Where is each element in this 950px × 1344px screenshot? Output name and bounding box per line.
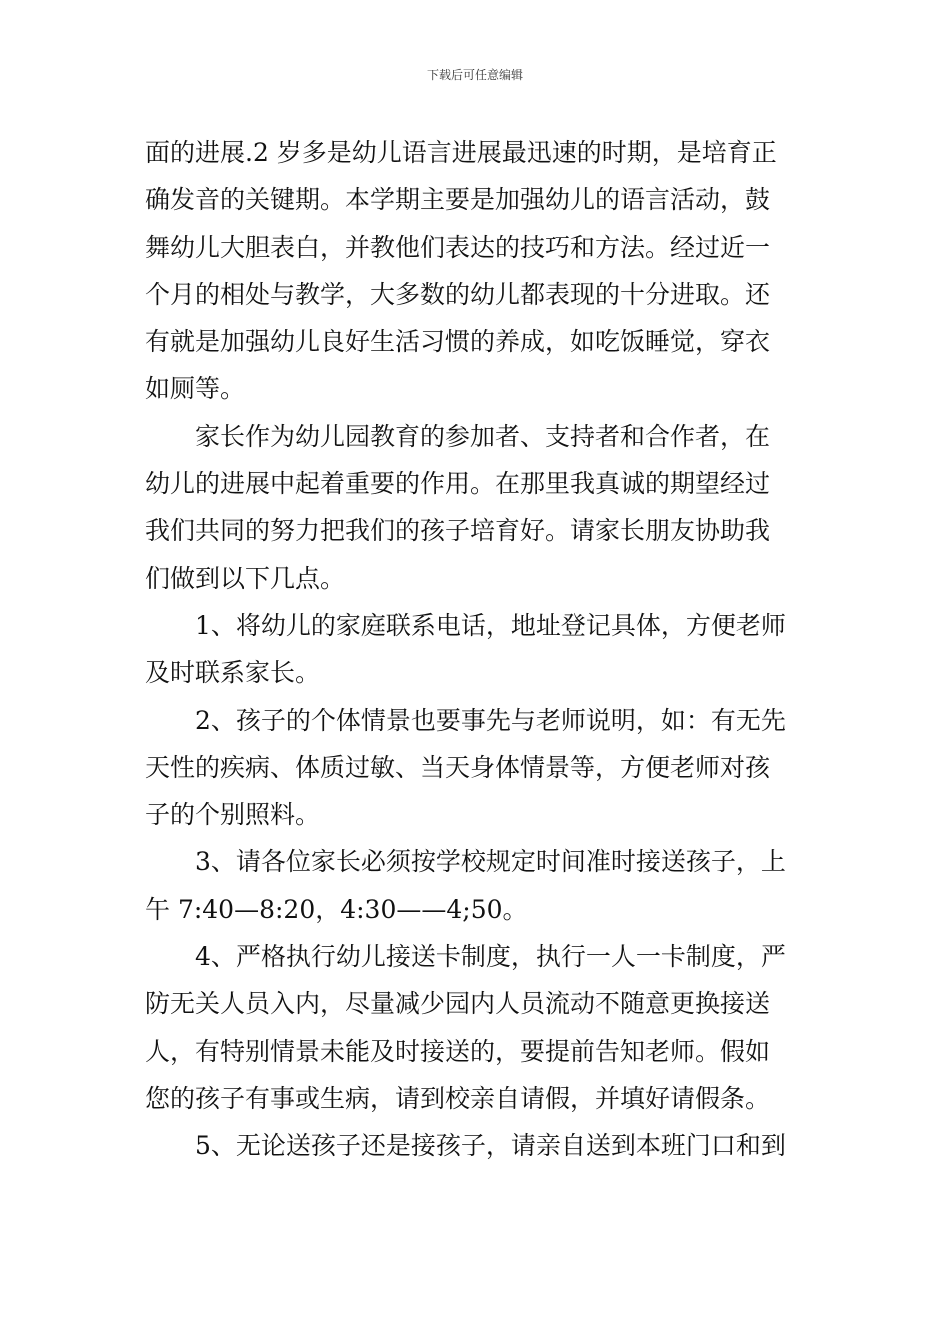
text-line: 防无关人员入内，尽量减少园内人员流动不随意更换接送	[145, 989, 771, 1019]
text-line: 舞幼儿大胆表白，并教他们表达的技巧和方法。经过近一	[145, 232, 771, 262]
text-line: 人，有特别情景未能及时接送的，要提前告知老师。假如	[145, 1036, 771, 1066]
text-line: 们做到以下几点。	[145, 563, 346, 593]
text-line: 天性的疾病、体质过敏、当天身体情景等，方便老师对孩	[145, 752, 771, 782]
page-header: 下载后可任意编辑	[426, 68, 523, 82]
text-line: 幼儿的进展中起着重要的作用。在那里我真诚的期望经过	[145, 469, 771, 499]
text-line: 5、无论送孩子还是接孩子，请亲自送到本班门口和到	[145, 1131, 786, 1161]
text-line: 及时联系家长。	[145, 658, 321, 688]
text-line: 如厕等。	[145, 374, 246, 404]
text-line: 有就是加强幼儿良好生活习惯的养成，如吃饭睡觉，穿衣	[145, 327, 771, 357]
text-line: 3、请各位家长必须按学校规定时间准时接送孩子，上	[145, 847, 786, 877]
text-line: 我们共同的努力把我们的孩子培育好。请家长朋友协助我	[145, 516, 771, 546]
text-line: 确发音的关键期。本学期主要是加强幼儿的语言活动，鼓	[145, 185, 771, 215]
document-body	[145, 129, 810, 1170]
text-line: 4、严格执行幼儿接送卡制度，执行一人一卡制度，严	[145, 942, 786, 972]
text-line: 2、孩子的个体情景也要事先与老师说明，如：有无先	[145, 705, 786, 735]
text-line: 面的进展.2 岁多是幼儿语言进展最迅速的时期，是培育正	[145, 138, 777, 167]
text-line: 家长作为幼儿园教育的参加者、支持者和合作者，在	[145, 421, 771, 451]
text-line: 个月的相处与教学，大多数的幼儿都表现的十分进取。还	[145, 279, 771, 309]
text-line: 您的孩子有事或生病，请到校亲自请假，并填好请假条。	[145, 1083, 771, 1113]
text-line: 子的个别照料。	[145, 800, 321, 830]
text-line: 1、将幼儿的家庭联系电话，地址登记具体，方便老师	[145, 610, 786, 640]
text-line: 午 7:40—8:20，4:30——4;50。	[145, 894, 528, 924]
